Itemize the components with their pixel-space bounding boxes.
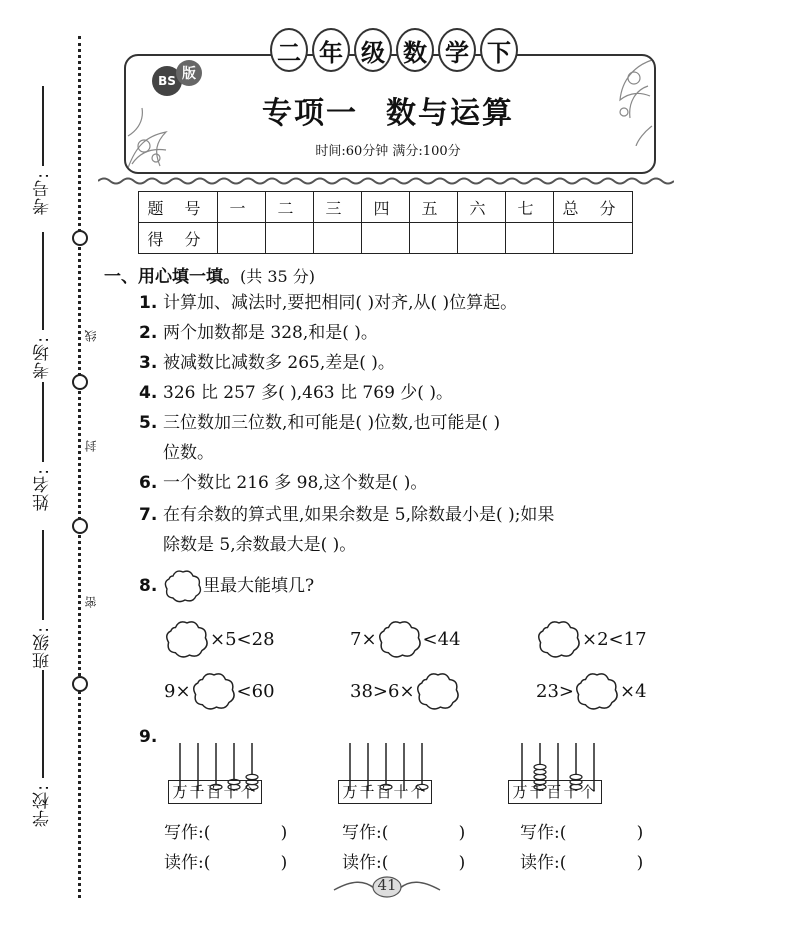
question-number: 4. bbox=[139, 383, 158, 403]
score-header-cell: 总 分 bbox=[554, 192, 633, 223]
question-text-cont: 位数。 bbox=[163, 443, 214, 463]
page-title bbox=[124, 88, 652, 132]
question-number: 7. bbox=[139, 505, 158, 525]
binding-hole bbox=[72, 230, 88, 246]
question-6 bbox=[139, 468, 679, 498]
question-number: 5. bbox=[139, 413, 158, 433]
score-row bbox=[139, 223, 633, 254]
score-cell[interactable] bbox=[506, 223, 554, 254]
title-right: 数与运算 bbox=[386, 96, 514, 131]
binding-hole bbox=[72, 518, 88, 534]
question-text: 被减数比减数多 265,差是( )。 bbox=[163, 353, 395, 373]
write-field-1[interactable]: 写作:( ) bbox=[164, 823, 288, 843]
binding-hole bbox=[72, 676, 88, 692]
exam-room-field[interactable] bbox=[30, 232, 55, 379]
expr-after: <60 bbox=[236, 680, 275, 702]
score-table bbox=[138, 191, 633, 254]
score-row-label: 得 分 bbox=[139, 223, 218, 254]
expr-before: 38>6× bbox=[350, 680, 415, 702]
question-text: 里最大能填几? bbox=[203, 576, 315, 596]
question-text: 一个数比 216 多 98,这个数是( )。 bbox=[163, 473, 428, 493]
question-2 bbox=[139, 318, 679, 348]
section-title bbox=[104, 262, 315, 287]
name-label: 姓名: bbox=[33, 468, 53, 511]
exam-room-label: 考场: bbox=[33, 336, 53, 379]
cloud-box-icon[interactable] bbox=[377, 618, 423, 660]
score-header-cell: 三 bbox=[314, 192, 362, 223]
abacus-place-label: 万千百十个 bbox=[168, 780, 262, 804]
expr-after: <44 bbox=[422, 628, 461, 650]
cloud-box-icon[interactable] bbox=[164, 618, 210, 660]
question-text-cont: 除数是 5,余数最大是( )。 bbox=[163, 535, 357, 555]
grade-char: 二 bbox=[270, 28, 308, 72]
cut-mark-xian: 线 bbox=[84, 330, 98, 342]
edition-ban: 版 bbox=[176, 60, 202, 86]
question-number: 3. bbox=[139, 353, 158, 373]
score-cell[interactable] bbox=[554, 223, 633, 254]
expr-after: ×5<28 bbox=[210, 628, 275, 650]
q8-expr-5 bbox=[350, 670, 461, 712]
score-header-cell: 五 bbox=[410, 192, 458, 223]
grade-char: 学 bbox=[438, 28, 476, 72]
question-1 bbox=[139, 288, 679, 318]
read-field-2[interactable]: 读作:( ) bbox=[342, 853, 466, 873]
score-cell[interactable] bbox=[458, 223, 506, 254]
question-number: 6. bbox=[139, 473, 158, 493]
grade-title bbox=[270, 28, 518, 70]
class-field[interactable] bbox=[30, 530, 55, 669]
grade-char: 数 bbox=[396, 28, 434, 72]
grade-char: 下 bbox=[480, 28, 518, 72]
edition-bs: BS bbox=[152, 66, 182, 96]
question-text: 计算加、减法时,要把相同( )对齐,从( )位算起。 bbox=[163, 293, 518, 313]
question-text: 三位数加三位数,和可能是( )位数,也可能是( ) bbox=[163, 413, 501, 433]
question-text: 326 比 257 多( ),463 比 769 少( )。 bbox=[163, 383, 453, 403]
wave-divider bbox=[98, 176, 674, 186]
score-header-cell: 七 bbox=[506, 192, 554, 223]
expr-before: 9× bbox=[164, 680, 191, 702]
question-text: 在有余数的算式里,如果余数是 5,除数最小是( );如果 bbox=[163, 505, 555, 525]
question-number: 1. bbox=[139, 293, 158, 313]
school-field[interactable] bbox=[30, 670, 55, 827]
page-number: 41 bbox=[377, 876, 397, 894]
question-number: 9. bbox=[139, 727, 158, 747]
expr-after: ×4 bbox=[620, 680, 647, 702]
title-left: 专项一 bbox=[262, 96, 358, 131]
score-cell[interactable] bbox=[314, 223, 362, 254]
q8-expr-4 bbox=[164, 670, 275, 712]
school-label: 学校: bbox=[33, 784, 53, 827]
cloud-box-icon[interactable] bbox=[536, 618, 582, 660]
cut-mark-mi: 密 bbox=[84, 596, 98, 608]
grade-char: 级 bbox=[354, 28, 392, 72]
question-number: 2. bbox=[139, 323, 158, 343]
page-number-ornament bbox=[332, 870, 442, 900]
question-text: 两个加数都是 328,和是( )。 bbox=[163, 323, 378, 343]
cloud-box-icon[interactable] bbox=[415, 670, 461, 712]
cut-mark-feng: 封 bbox=[84, 440, 98, 452]
grade-char: 年 bbox=[312, 28, 350, 72]
score-header-cell: 六 bbox=[458, 192, 506, 223]
write-field-2[interactable]: 写作:( ) bbox=[342, 823, 466, 843]
class-label: 班级: bbox=[33, 626, 53, 669]
expr-before: 23> bbox=[536, 680, 574, 702]
q8-expr-1 bbox=[164, 618, 275, 660]
question-5 bbox=[139, 408, 679, 468]
cloud-box-icon[interactable] bbox=[191, 670, 237, 712]
expr-after: ×2<17 bbox=[582, 628, 647, 650]
time-info: 时间:60分钟 满分:100分 bbox=[315, 144, 461, 159]
write-field-3[interactable]: 写作:( ) bbox=[520, 823, 644, 843]
read-field-1[interactable]: 读作:( ) bbox=[164, 853, 288, 873]
q8-expr-6 bbox=[536, 670, 647, 712]
q8-expr-3 bbox=[536, 618, 647, 660]
binding-hole bbox=[72, 374, 88, 390]
score-header-row bbox=[139, 192, 633, 223]
section-points: (共 35 分) bbox=[240, 267, 316, 286]
question-number: 8. bbox=[139, 576, 158, 596]
score-cell[interactable] bbox=[362, 223, 410, 254]
exam-no-field[interactable] bbox=[30, 86, 55, 215]
abacus-place-label: 万千百十个 bbox=[508, 780, 602, 804]
binding-strip bbox=[0, 0, 100, 930]
score-cell[interactable] bbox=[218, 223, 266, 254]
q8-expr-2 bbox=[350, 618, 461, 660]
exam-no-label: 考号: bbox=[33, 172, 53, 215]
read-field-3[interactable]: 读作:( ) bbox=[520, 853, 644, 873]
abacus-place-label: 万千百十个 bbox=[338, 780, 432, 804]
section-title-text: 一、用心填一填。 bbox=[104, 267, 240, 287]
score-header-cell: 四 bbox=[362, 192, 410, 223]
question-3 bbox=[139, 348, 679, 378]
score-cell[interactable] bbox=[266, 223, 314, 254]
cloud-box-icon bbox=[163, 568, 203, 604]
score-cell[interactable] bbox=[410, 223, 458, 254]
name-field[interactable] bbox=[30, 382, 55, 511]
score-header-cell: 一 bbox=[218, 192, 266, 223]
question-7 bbox=[139, 500, 679, 560]
cut-line bbox=[78, 36, 81, 898]
question-4 bbox=[139, 378, 679, 408]
score-header-cell: 二 bbox=[266, 192, 314, 223]
expr-before: 7× bbox=[350, 628, 377, 650]
score-header-cell: 题 号 bbox=[139, 192, 218, 223]
cloud-box-icon[interactable] bbox=[574, 670, 620, 712]
question-8 bbox=[139, 568, 679, 604]
